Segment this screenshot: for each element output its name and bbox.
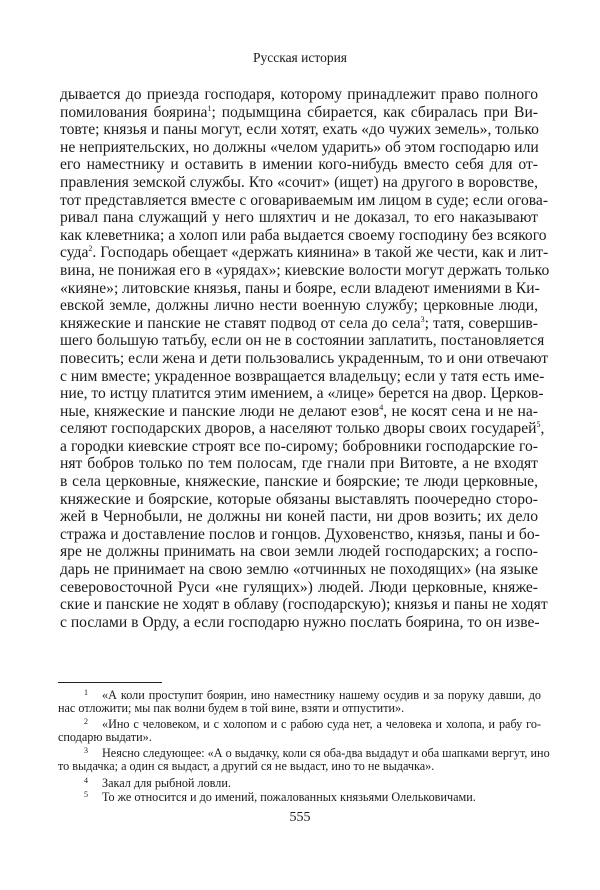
text-segment: как клеветника; а холоп или раба выдается своему господину без всякого [60,226,547,244]
footnote-text: то выдачка; а один ся выдаст, а другий ся не выдаст, ино то не выдачка». [58,758,435,773]
running-header: Русская история [252,50,348,65]
text-segment: тот представляется вместе с оговариваемым им лицом в суде; если огова- [60,191,549,209]
footnote-line [58,701,541,716]
text-line [60,261,550,280]
text-segment: с ним вместе; украденное возвращается владельцу; если у татя есть име- [60,367,545,385]
text-line [60,455,538,473]
footnote-number: 1 [84,688,88,697]
page-number: 555 [289,810,311,825]
text-line [60,297,538,315]
text-segment: селяют господарских дворов, а населяют только дворы своих государей [60,420,537,438]
text-segment: ; татя, совершив- [424,314,538,332]
text-line [60,156,538,174]
footnote-number: 4 [84,775,88,785]
footnote-line [58,715,541,730]
text-line [60,209,538,227]
footnote-line [58,686,541,701]
text-line [60,614,538,632]
text-line [60,280,538,298]
text-segment: повесить; если жена и дети пользовались украденным, то и они отвечают [60,349,549,367]
text-segment: северовосточной Руси «не гулящих») людей. Люди церковные, княже- [60,578,538,596]
footnote-number: 3 [84,746,88,756]
text-line [60,508,538,526]
text-segment: , [540,420,545,438]
text-line [60,191,549,210]
text-segment: вина, не понижая его в «урядах»; киевские волости могут держать только [60,261,550,279]
text-line [60,104,538,122]
text-line [60,349,549,368]
footnote-line [58,730,541,745]
text-segment: «кияне»; литовские князья, паны и бояре, если владеют имениями в Ки- [60,279,540,297]
text-line [60,367,545,386]
footnote-line [58,774,541,789]
text-line [60,244,549,262]
text-segment: в села церковные, княжеские, панские и боярские; те люди церковные, [60,473,538,491]
footnote-ref: 2 [88,244,93,254]
text-line [60,385,544,403]
text-line [60,226,547,245]
text-line [60,332,545,350]
text-segment: ные, княжеские и панские люди не делают езов [60,402,380,420]
text-segment: стража и доставление послов и гонцов. Духовенство, князья, паны и бо- [60,525,540,543]
text-segment: ские и панские не ходят в облаву (господарскую); князья и паны не ходят [60,596,548,614]
footnote-number: 5 [84,790,88,800]
text-segment: яре не должны принимать на свои земли людей господарских; а госпо- [60,543,538,561]
text-line [60,579,538,597]
footnote-line [58,788,541,803]
footnote-ref: 5 [536,420,541,430]
text-segment: евской земле, должны лично нести военную службу; церковные люди, [60,297,538,315]
text-segment: княжеские и боярские, которые обязаны выставлять поочередно сторо- [60,490,538,508]
text-segment: с послами в Орду, а если господарю нужно послать боярина, то он изве- [60,613,540,631]
text-segment: товте; князья и паны могут, если хотят, ехать «до чужих земель», только [60,121,539,139]
footnote-line [58,744,550,761]
text-line [60,596,548,614]
footnote-text: Неясно следующее: «А о выдачку, коли ся оба-два выдадут и оба шапками вергут, ино [102,746,550,761]
text-segment: суда [60,244,89,262]
footnote-line [58,759,541,774]
text-segment: . Господарь обещает «держать киянина» в такой же чести, как и лит- [92,244,549,262]
text-line [60,420,545,438]
text-segment: княжеские и панские не ставят подвод от села до села [60,314,421,332]
text-line [60,174,538,192]
text-line [60,473,538,491]
text-segment: нят бобров только по тем полосам, где гнали при Витовте, а не входят [60,455,538,473]
text-line [60,139,538,157]
footnote-ref: 3 [420,314,425,324]
text-segment: не неприятельских, но должны «челом ударить» об этом господарю или [60,138,539,156]
text-segment: помилования боярина [60,103,208,121]
footnote-number: 2 [84,717,88,727]
text-line [60,561,538,579]
footnotes [58,686,550,805]
text-line [60,403,538,421]
text-line [60,315,538,333]
footnote-text: Закал для рыбной ловли. [102,775,231,790]
text-segment: ; подымщина сбирается, как сбиралась при Ви- [211,103,538,121]
text-segment: , не косят сена и не на- [383,402,538,420]
text-line [60,86,538,104]
footnote-text: сподарю выдати». [58,729,152,744]
text-segment: ривал пана служащий у него шляхтич и не доказал, то его наказывают [60,209,538,227]
body-text [60,86,550,631]
text-line [60,438,538,456]
text-line [60,121,538,139]
text-segment: дарь не принимает на свою землю «отчинных не походящих» (на языке [60,561,538,579]
text-segment: ние, то истцу платится этим имением, а «лице» берется на двор. Церков- [60,385,544,403]
footnote-text: «Ино с человеком, и с холопом и с рабою суда нет, а человека и холопа, и рабу го- [102,717,541,732]
footnote-text: «А коли проступит боярин, ино наместнику нашему осудив и за поруку давши, до [102,688,541,702]
text-segment: шего большую татьбу, если он не в состоянии заплатить, постановляется [60,332,545,350]
footnote-ref: 1 [207,103,212,113]
text-segment: дывается до приезда господаря, которому принадлежит право полного [60,86,538,103]
text-segment: правления земской службы. Кто «сочит» (ищет) на другого в воровстве, [60,173,538,191]
footnote-ref: 4 [379,402,384,412]
text-line [60,491,538,509]
text-segment: жей в Чернобыли, не должны ни коней пасти, ни дров возить; их дело [60,508,538,526]
text-line [60,526,538,544]
text-segment: а городки киевские строят все по-сирому; бобровники господарские го- [60,437,538,455]
footnote-text: нас отложити; мы пак волни будем в той вине, взяти и отпустити». [58,700,405,715]
footnote-divider [58,682,162,683]
text-segment: его наместнику и оставить в имении кого-нибудь вместо себя для от- [60,156,538,174]
text-line [60,543,538,561]
footnote-text: То же относится и до имений, пожалованных князьями Олельковичами. [102,790,476,805]
